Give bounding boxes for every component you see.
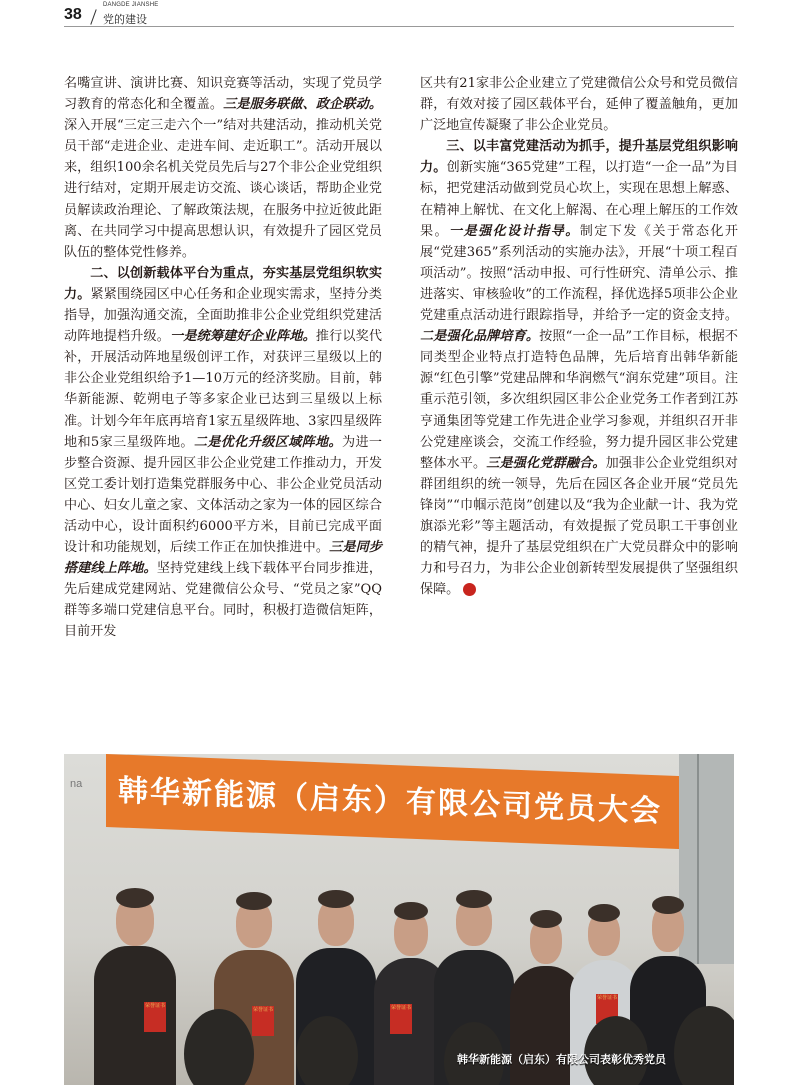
event-photo [64, 754, 734, 1085]
emphasis-text: 三是强化党群融合。 [486, 455, 606, 471]
article-column-right [420, 73, 738, 600]
emphasis-text: 一是强化设计指导。 [449, 223, 580, 239]
page-number: 38 [64, 6, 82, 23]
certificate: 荣誉证书 [252, 1006, 274, 1036]
certificate: 荣誉证书 [144, 1002, 166, 1032]
paragraph-text: 为进一步整合资源、提升园区非公企业党建工作推动力，开发区党工委计划打造集党群服务中心、非公企业党员活动中心、妇女儿童之家、文体活动之家为一体的园区综合活动中心，设计面积约6000平方米，目前已完成平面设计和功能规划，后续工作正在加快推进中。 [64, 434, 383, 556]
section-title: 党的建设 [103, 13, 147, 26]
emphasis-text: 一是统筹建好企业阵地。 [170, 329, 316, 345]
paragraph [420, 136, 738, 600]
emphasis-text: 三是服务联做、政企联动。 [223, 97, 383, 113]
paragraph-text: 深入开展“三定三走六个一”结对共建活动，推动机关党员干部“走进企业、走进车间、走近职工”。活动开展以来，组织100余名机关党员先后与27个非公企业党组织进行结对，定期开展走访交流、谈心谈话，帮助企业党员解读政治理论、了解政策法规，在服务中拉近彼此距离、在共同学习中提高思想认识，有效提升了园区党员队伍的整体党性修养。 [64, 118, 382, 260]
section-heading: 二、以创新载体平台为重点，夯实基层党组织软实力。 [64, 265, 382, 302]
header-rule [64, 26, 734, 27]
paragraph [64, 73, 382, 263]
meeting-banner: 韩华新能源（启东）有限公司党员大会 [106, 754, 728, 851]
paragraph-text: 创新实施“365党建”工程，以打造“一企一品”为目标，把党建活动做到党员心坎上，实现在思想上解惑、在精神上解忧、在文化上解渴、在心理上解压的工作效果。 [420, 160, 738, 239]
paragraph-text: 坚持党建线上线下载体平台同步推进，先后建成党建网站、党建微信公众号、“党员之家”QQ群等多端口党建信息平台。同时，积极打造微信矩阵，目前开发 [64, 561, 383, 640]
section-pinyin: DANGDE JIANSHE [103, 2, 159, 8]
paragraph-text: 紧紧围绕园区中心任务和企业现实需求，坚持分类指导，加强沟通交流，全面助推非公企业党组织党建活动阵地提档升级。 [64, 286, 383, 345]
page-header [0, 0, 798, 40]
emphasis-text: 二是强化品牌培育。 [420, 329, 540, 345]
certificate: 荣誉证书 [390, 1004, 412, 1034]
wall-logo: na [70, 778, 83, 790]
certificate: 荣誉证书 [596, 994, 618, 1024]
paragraph-text: 制定下发《关于常态化开展“党建365”系列活动的实施办法》，开展“十项工程百项活动”。按照“活动申报、可行性研究、清单公示、推进落实、审核验收”的工作流程，择优选择5项非公企业党建重点活动进行跟踪指导，并给予一定的资金支持。 [420, 223, 739, 324]
paragraph-text: 加强非公企业党组织对群团组织的统一领导，先后在园区各企业开展“党员先锋岗”“巾帼示范岗”创建以及“我为企业献一计、我为党旗添光彩”等主题活动，有效提振了党员职工干事创业的精气神，提升了基层党组织在广大党员群众中的影响力和号召力，为非公企业创新转型发展提供了坚强组织保障。 [420, 455, 739, 598]
article-column-left [64, 73, 382, 643]
paragraph [420, 73, 738, 136]
photo-caption: 韩华新能源（启东）有限公司表彰优秀党员 [457, 1053, 666, 1066]
paragraph-text: 区共有21家非公企业建立了党建微信公众号和党员微信群，有效对接了园区载体平台，延伸了覆盖触角，更加广泛地宣传凝聚了非公企业党员。 [420, 76, 738, 134]
emphasis-text: 二是优化升级区域阵地。 [193, 434, 342, 450]
section-heading: 三、以丰富党建活动为抓手，提升基层党组织影响力。 [420, 139, 738, 176]
paragraph [64, 263, 382, 643]
emphasis-text: 三是同步搭建线上阵地。 [64, 540, 383, 577]
paragraph-text: 名嘴宣讲、演讲比赛、知识竞赛等活动，实现了党员学习教育的常态化和全覆盖。 [64, 76, 382, 113]
article-end-icon: 党 [463, 583, 476, 596]
paragraph-text: 推行以奖代补，开展活动阵地星级创评工作，对获评三星级以上的非公企业党组织给予1—10万元的经济奖励。目前，韩华新能源、乾朔电子等多家企业已达到三星级以上标准。计划今年年底再培育1家五星级阵地、3家四星级阵地和5家三星级阵地。 [64, 329, 383, 450]
window [679, 754, 734, 964]
header-divider [90, 9, 96, 24]
paragraph-text: 按照“一企一品”工作目标，根据不同类型企业特点打造特色品牌，先后培育出韩华新能源“红色引擎”党建品牌和华润燃气“润东党建”项目。注重示范引领，多次组织园区非公企业党务工作者到江苏亨通集团等党建工作先进企业学习参观，并组织召开非公党建座谈会，交流工作经验，努力提升园区非公党建整体水平。 [420, 329, 738, 471]
